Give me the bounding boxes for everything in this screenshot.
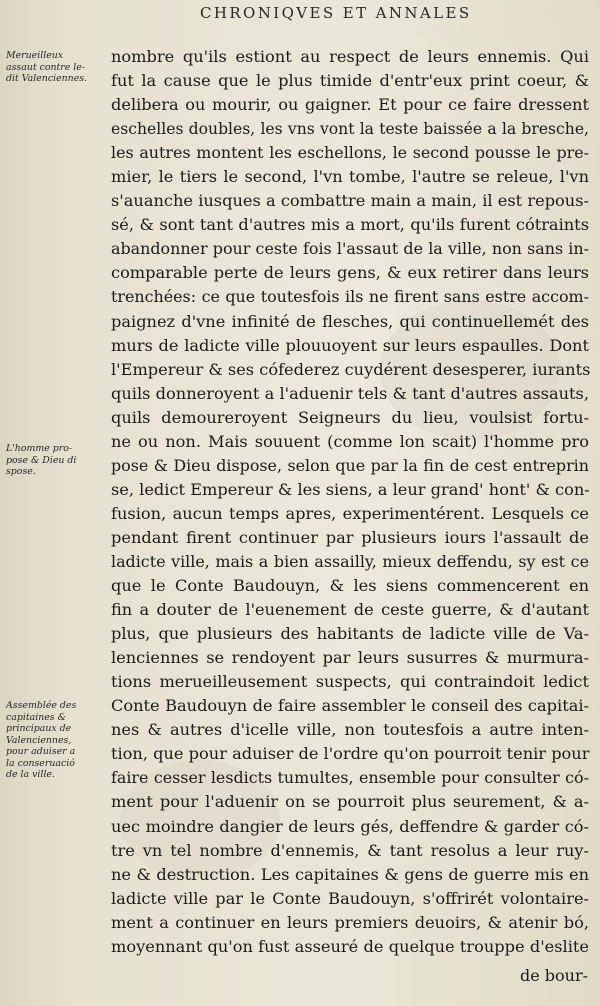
text-line: uec moindre dangier de leurs gés, deffendre & garder có-	[111, 816, 589, 836]
text-line: fin a douter de l'euenement de ceste guerre, & d'autant	[111, 600, 589, 620]
text-line: lenciennes se rendoyent par leurs susurres & murmura-	[111, 648, 589, 668]
margin-note-line: de la ville.	[6, 769, 55, 780]
text-line: trenchées: ce que toutesfois ils ne firent sans estre accom-	[111, 287, 589, 307]
margin-note-homme-propose	[6, 443, 108, 478]
text-line: s'auanche iusques a combattre main a main, il est repous-	[111, 191, 589, 211]
margin-note-line: Valenciennes,	[6, 734, 72, 746]
text-line: l'Empereur & ses cófederez cuydérent desesperer, iurants	[111, 359, 591, 379]
text-line: ne ou non. Mais souuent (comme lon scait) l'homme pro	[111, 431, 589, 451]
text-line: plus, que plusieurs des habitants de ladicte ville de Va-	[111, 624, 589, 644]
text-line: murs de ladicte ville plouuoyent sur leurs espaulles. Dont	[111, 335, 589, 355]
text-line: nombre qu'ils estiont au respect de leurs ennemis. Qui	[111, 47, 589, 66]
text-line: se, ledict Empereur & les siens, a leur grand' hont' & con-	[111, 479, 590, 499]
margin-note-line: assaut contre le-	[6, 61, 86, 73]
margin-note-line: Merueilleux	[6, 50, 64, 61]
margin-note-line: spose.	[6, 466, 36, 477]
margin-note-line: principaux de	[6, 723, 72, 734]
margin-note-line: pour aduiser a	[6, 746, 76, 757]
text-line: quils donneroyent a l'aduenir tels & tant d'autres assauts,	[111, 383, 589, 403]
text-line: faire cesser lesdicts tumultes, ensemble pour consulter có-	[111, 768, 589, 788]
margin-note-line: la conseruació	[6, 757, 75, 769]
text-line: mier, le tiers le second, l'vn tombe, l'autre se releue, l'vn	[111, 167, 589, 187]
text-line: eschelles doubles, les vns vont la teste baissée a la bresche,	[111, 120, 589, 139]
text-line: moyennant qu'on fust asseuré de quelque trouppe d'eslite	[111, 936, 589, 956]
text-line: comparable perte de leurs gens, & eux retirer dans leurs	[111, 263, 589, 283]
body-text	[111, 45, 589, 959]
text-line: sé, & sont tant d'autres mis a mort, qu'ils furent cótraints	[111, 215, 589, 235]
text-line: fut la cause que le plus timide d'entr'eux print coeur, &	[111, 71, 589, 91]
margin-note-line: capitaines &	[6, 711, 66, 723]
text-line: que le Conte Baudouyn, & les siens commencerent en	[111, 576, 589, 596]
text-line: abandonner pour ceste fois l'assaut de la ville, non sans in-	[111, 239, 589, 259]
text-line: nes & autres d'icelle ville, non toutesfois a autre inten-	[111, 720, 589, 740]
text-line: ment pour l'aduenir on se pourroit plus seurement, & a-	[111, 792, 589, 812]
margin-note-assaut	[6, 50, 108, 85]
text-line: tion, que pour aduiser de l'ordre qu'on pourroit tenir pour	[111, 744, 590, 764]
text-line: Conte Baudouyn de faire assembler le conseil des capitai-	[111, 696, 589, 716]
text-line: tions merueilleusement suspects, qui contraindoit ledict	[111, 672, 589, 692]
text-line: ladicte ville par le Conte Baudouyn, s'offrirét volontaire-	[111, 888, 589, 908]
text-line: les autres montent les eschellons, le second pousse le pre-	[111, 143, 589, 163]
margin-note-line: dit Valenciennes.	[6, 73, 88, 84]
text-line: paignez d'vne infinité de flesches, qui continuellemét des	[111, 311, 589, 331]
text-line: pose & Dieu dispose, selon que par la fin de cest entreprin	[111, 455, 589, 475]
margin-note-assemblee	[6, 700, 108, 781]
margin-note-line: Assemblée des	[6, 700, 77, 711]
text-line: ne & destruction. Les capitaines & gens de guerre mis en	[111, 864, 589, 884]
text-line: fusion, aucun temps apres, experimentérent. Lesquels ce	[111, 503, 589, 523]
margin-note-line: L'homme pro-	[6, 443, 73, 454]
text-line: pendant firent continuer par plusieurs iours l'assault de	[111, 527, 589, 547]
margin-note-line: pose & Dieu di	[6, 454, 77, 466]
text-line: delibera ou mourir, ou gaigner. Et pour ce faire dressent	[111, 95, 589, 115]
running-head: CHRONIQVES ET ANNALES	[200, 4, 472, 22]
text-line: ment a continuer en leurs premiers deuoirs, & atenir bó,	[111, 912, 589, 932]
text-line: quils demoureroyent Seigneurs du lieu, voulsist fortu-	[111, 407, 589, 427]
text-line: tre vn tel nombre d'ennemis, & tant resolus a leur ruy-	[111, 840, 589, 860]
catchword: de bour-	[519, 966, 588, 985]
text-line: ladicte ville, mais a bien assailly, mieux deffendu, sy est ce	[111, 551, 589, 571]
